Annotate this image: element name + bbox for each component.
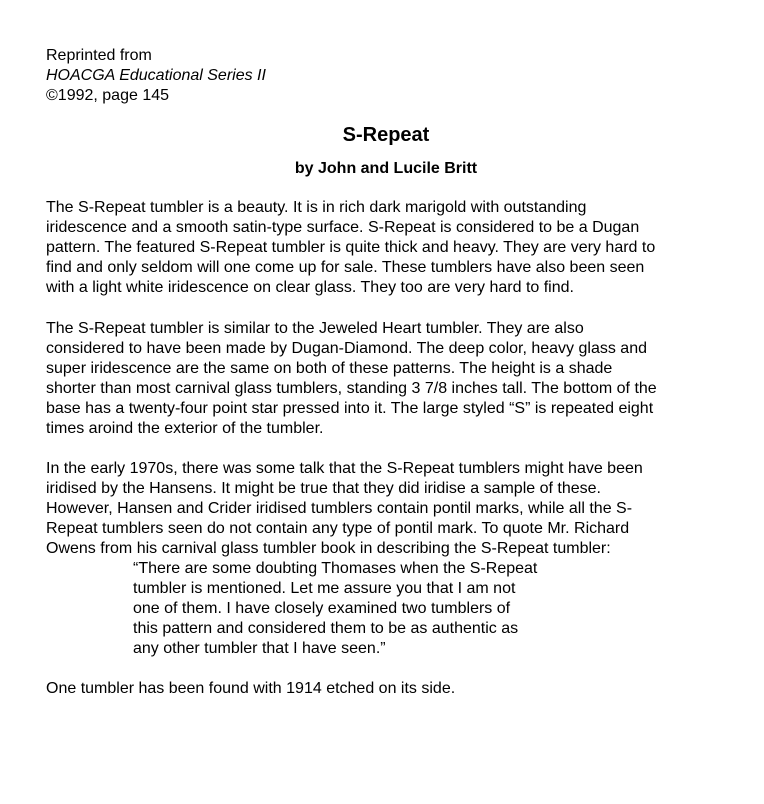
paragraph-line: iridised by the Hansens. It might be true that they did iridise a sample of these. xyxy=(46,480,601,497)
quote-line: “There are some doubting Thomases when the S-Repeat xyxy=(133,560,538,577)
quote-line: one of them. I have closely examined two tumblers of xyxy=(133,600,511,617)
paragraph-line: The S-Repeat tumbler is similar to the Jeweled Heart tumbler. They are also xyxy=(46,320,584,337)
paragraph-3 xyxy=(46,459,726,559)
article-byline: by John and Lucile Britt xyxy=(294,160,478,177)
source-series-title: HOACGA Educational Series II xyxy=(46,67,266,84)
paragraph-line: iridescence and a smooth satin-type surface. S-Repeat is considered to be a Dugan xyxy=(46,219,640,236)
paragraph-line: with a light white iridescence on clear glass. They too are very hard to find. xyxy=(46,279,574,296)
source-reprinted-from: Reprinted from xyxy=(46,47,152,64)
paragraph-line: However, Hansen and Crider iridised tumblers contain pontil marks, while all the S- xyxy=(46,500,633,517)
paragraph-line: base has a twenty-four point star pressed into it. The large styled “S” is repeated eight xyxy=(46,400,654,417)
closing-paragraph: One tumbler has been found with 1914 etched on its side. xyxy=(46,680,456,697)
document-page xyxy=(46,46,726,699)
paragraph-line: Owens from his carnival glass tumbler book in describing the S-Repeat tumbler: xyxy=(46,540,611,557)
paragraph-line: pattern. The featured S-Repeat tumbler is quite thick and heavy. They are very hard to xyxy=(46,239,656,256)
quote-line: this pattern and considered them to be as authentic as xyxy=(133,620,519,637)
paragraph-line: find and only seldom will one come up for sale. These tumblers have also been seen xyxy=(46,259,645,276)
paragraph-1 xyxy=(46,198,726,298)
paragraph-line: super iridescence are the same on both of these patterns. The height is a shade xyxy=(46,360,613,377)
paragraph-line: The S-Repeat tumbler is a beauty. It is in rich dark marigold with outstanding xyxy=(46,199,587,216)
paragraph-line: shorter than most carnival glass tumblers, standing 3 7/8 inches tall. The bottom of the xyxy=(46,380,657,397)
owens-quote xyxy=(133,559,726,659)
source-copyright-page: ©1992, page 145 xyxy=(46,87,170,104)
article-title: S-Repeat xyxy=(342,124,430,146)
paragraph-2 xyxy=(46,319,726,439)
source-citation xyxy=(46,46,726,106)
paragraph-line: Repeat tumblers seen do not contain any type of pontil mark. To quote Mr. Richard xyxy=(46,520,630,537)
paragraph-line: In the early 1970s, there was some talk that the S-Repeat tumblers might have been xyxy=(46,460,643,477)
quote-line: tumbler is mentioned. Let me assure you that I am not xyxy=(133,580,516,597)
quote-line: any other tumbler that I have seen.” xyxy=(133,640,386,657)
paragraph-line: considered to have been made by Dugan-Diamond. The deep color, heavy glass and xyxy=(46,340,647,357)
paragraph-line: times aroind the exterior of the tumbler. xyxy=(46,420,324,437)
